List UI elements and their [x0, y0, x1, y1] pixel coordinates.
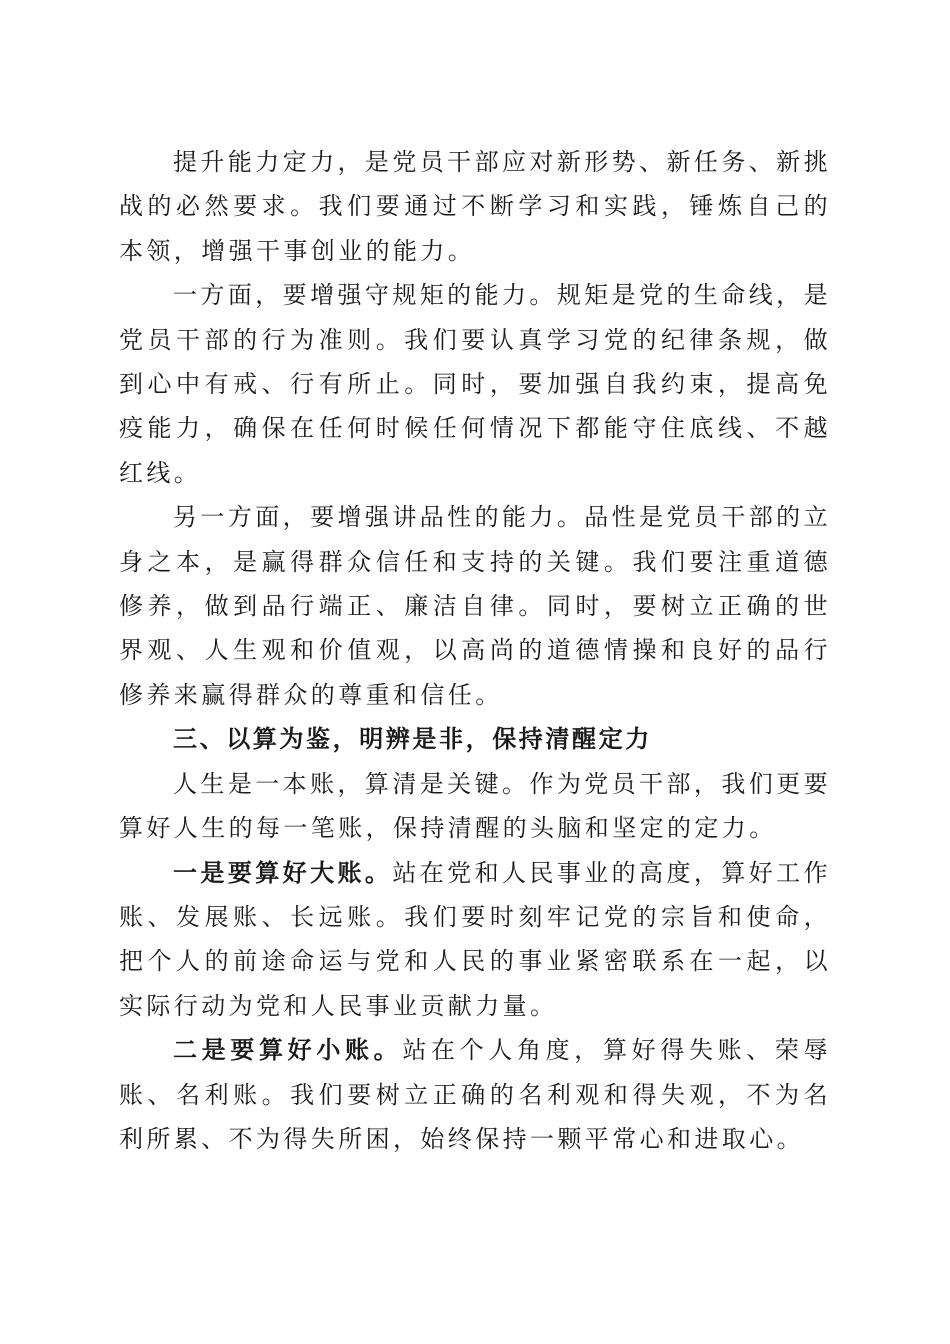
paragraph-text: 站在党和人民事业的高度，算好工作账、发展账、长远账。我们要时刻牢记党的宗旨和使命，把个人的前途命运与党和人民的事业紧密联系在一起，以实际行动为党和人民事业贡献力量。 [119, 858, 831, 1020]
paragraph-small-account [119, 1028, 831, 1161]
paragraph-character: 另一方面，要增强讲品性的能力。品性是党员干部的立身之本，是赢得群众信任和支持的关键。我们要注重道德修养，做到品行端正、廉洁自律。同时，要树立正确的世界观、人生观和价值观，以高尚的道德情操和良好的品行修养来赢得群众的尊重和信任。 [119, 503, 831, 709]
paragraph-lead: 二是要算好小账。 [173, 1035, 403, 1065]
section-heading: 三、以算为鉴，明辨是非，保持清醒定力 [173, 725, 652, 754]
paragraph-rules: 一方面，要增强守规矩的能力。规矩是党的生命线，是党员干部的行为准则。我们要认真学习党的纪律条规，做到心中有戒、行有所止。同时，要加强自我约束，提高免疫能力，确保在任何时候任何情况下都能守住底线、不越红线。 [119, 281, 831, 487]
paragraph-ability: 提升能力定力，是党员干部应对新形势、新任务、新挑战的必然要求。我们要通过不断学习和实践，锤炼自己的本领，增强干事创业的能力。 [119, 148, 831, 265]
paragraph-big-account [119, 851, 831, 1029]
document-body [119, 140, 831, 1161]
paragraph-lead: 一是要算好大账。 [173, 857, 393, 887]
paragraph-life-account: 人生是一本账，算清是关键。作为党员干部，我们更要算好人生的每一笔账，保持清醒的头脑和坚定的定力。 [119, 769, 831, 843]
paragraph-text: 站在个人角度，算好得失账、荣辱账、名利账。我们要树立正确的名利观和得失观，不为名利所累、不为得失所困，始终保持一颗平常心和进取心。 [119, 1036, 832, 1153]
